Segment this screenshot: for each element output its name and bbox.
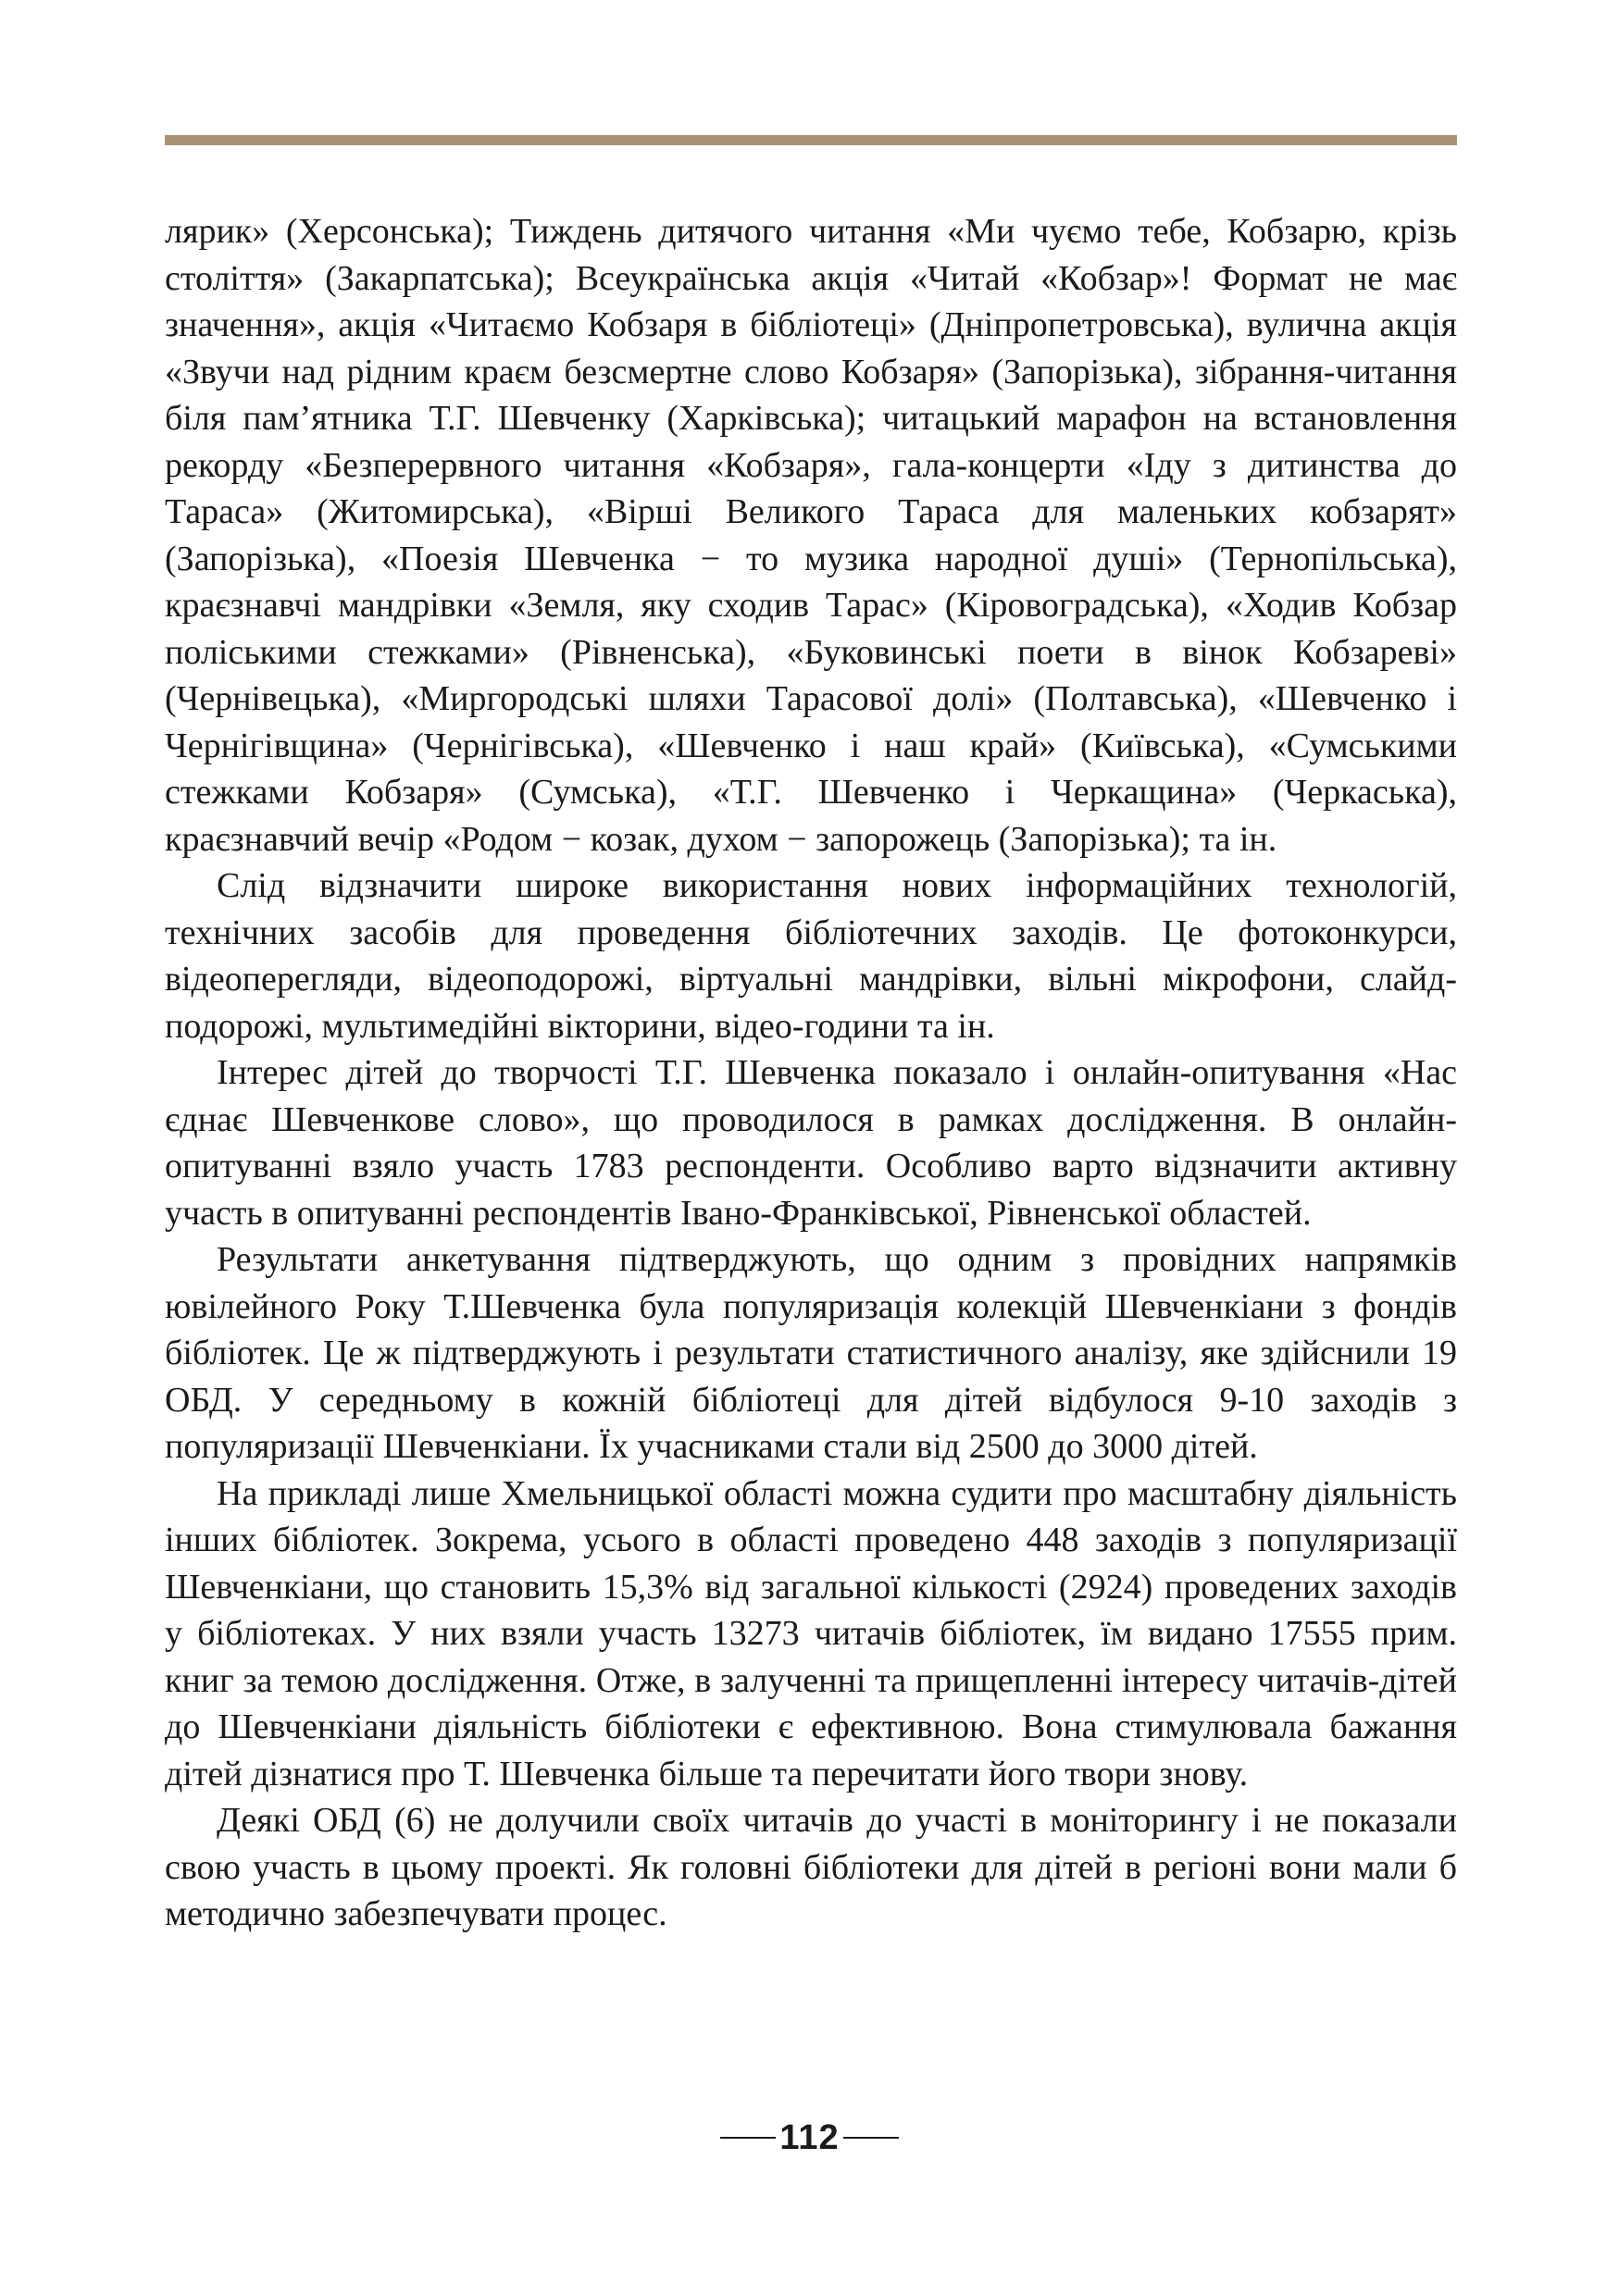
paragraph: Результати анкетування підтверджують, що одним з провідних напрямків ювілейного Року Т.Шевченка була популяризація колекцій Шевченкіани з фондів бібліотек. Це ж підтверджують і результати статистичного аналізу, яке здійснили 19 ОБД. У середньому в кожній бібліотеці для дітей відбулося 9-10 заходів з популяризації Шевченкіани. Їх учасниками стали від 2500 до 3000 дітей. xyxy=(165,1240,1457,1466)
body-text xyxy=(165,208,1457,1938)
footer-dash-left xyxy=(720,2137,776,2139)
paragraph: Деякі ОБД (6) не долучили своїх читачів до участі в моніторингу і не показали свою участь в цьому проекті. Як головні бібліотеки для дітей в регіоні вони мали б методично забезпечувати процес. xyxy=(165,1801,1457,1933)
page-number: 112 xyxy=(779,2117,840,2157)
paragraph: лярик» (Херсонська); Тиждень дитячого читання «Ми чуємо тебе, Кобзарю, крізь століття» (Закарпатська); Всеукраїнська акція «Читай «Кобзар»! Формат не має значення», акція «Читаємо Кобзаря в бібліотеці» (Дніпропетровська), вулична акція «Звучи над рідним краєм безсмертне слово Кобзаря» (Запорізька), зібрання-читання біля пам’ятника Т.Г. Шевченку (Харківська); читацький марафон на встановлення рекорду «Безперервного читання «Кобзаря», гала-концерти «Іду з дитинства до Тараса» (Житомирська), «Вірші Великого Тараса для маленьких кобзарят» (Запорізька), «Поезія Шевченка − то музика народної душі» (Тернопільська), краєзнавчі мандрівки «Земля, яку сходив Тарас» (Кіровоградська), «Ходив Кобзар поліськими стежками» (Рівненська), «Буковинські поети в вінок Кобзареві» (Чернівецька), «Миргородські шляхи Тарасової долі» (Полтавська), «Шевченко і Чернігівщина» (Чернігівська), «Шевченко і наш край» (Київська), «Сумськими стежками Кобзаря» (Сумська), «Т.Г. Шевченко і Черкащина» (Черкаська), краєзнавчий вечір «Родом − козак, духом − запорожець (Запорізька); та ін. xyxy=(165,212,1457,859)
footer-dash-right xyxy=(843,2137,899,2139)
paragraph: Слід відзначити широке використання нових інформаційних технологій, технічних засобів для проведення бібліотечних заходів. Це фотоконкурси, відеоперегляди, відеоподорожі, віртуальні мандрівки, вільні мікрофони, слайд-подорожі, мультимедійні вікторини, відео-години та ін. xyxy=(165,866,1457,1046)
paragraph: Інтерес дітей до творчості Т.Г. Шевченка показало і онлайн-опитування «Нас єднає Шевченкове слово», що проводилося в рамках дослідження. В онлайн-опитуванні взяло участь 1783 респонденти. Особливо варто відзначити активну участь в опитуванні респондентів Івано-Франківської, Рівненської областей. xyxy=(165,1053,1457,1233)
header-rule xyxy=(165,135,1457,145)
paragraph: На прикладі лише Хмельницької області можна судити про масштабну діяльність інших бібліотек. Зокрема, усього в області проведено 448 заходів з популяризації Шевченкіани, що становить 15,3% від загальної кількості (2924) проведених заходів у бібліотеках. У них взяли участь 13273 читачів бібліотек, їм видано 17555 прим. книг за темою дослідження. Отже, в залученні та прищепленні інтересу читачів-дітей до Шевченкіани діяльність бібліотеки є ефективною. Вона стимулювала бажання дітей дізнатися про Т. Шевченка більше та перечитати його твори знову. xyxy=(165,1473,1457,1793)
page-footer xyxy=(0,2110,1619,2166)
